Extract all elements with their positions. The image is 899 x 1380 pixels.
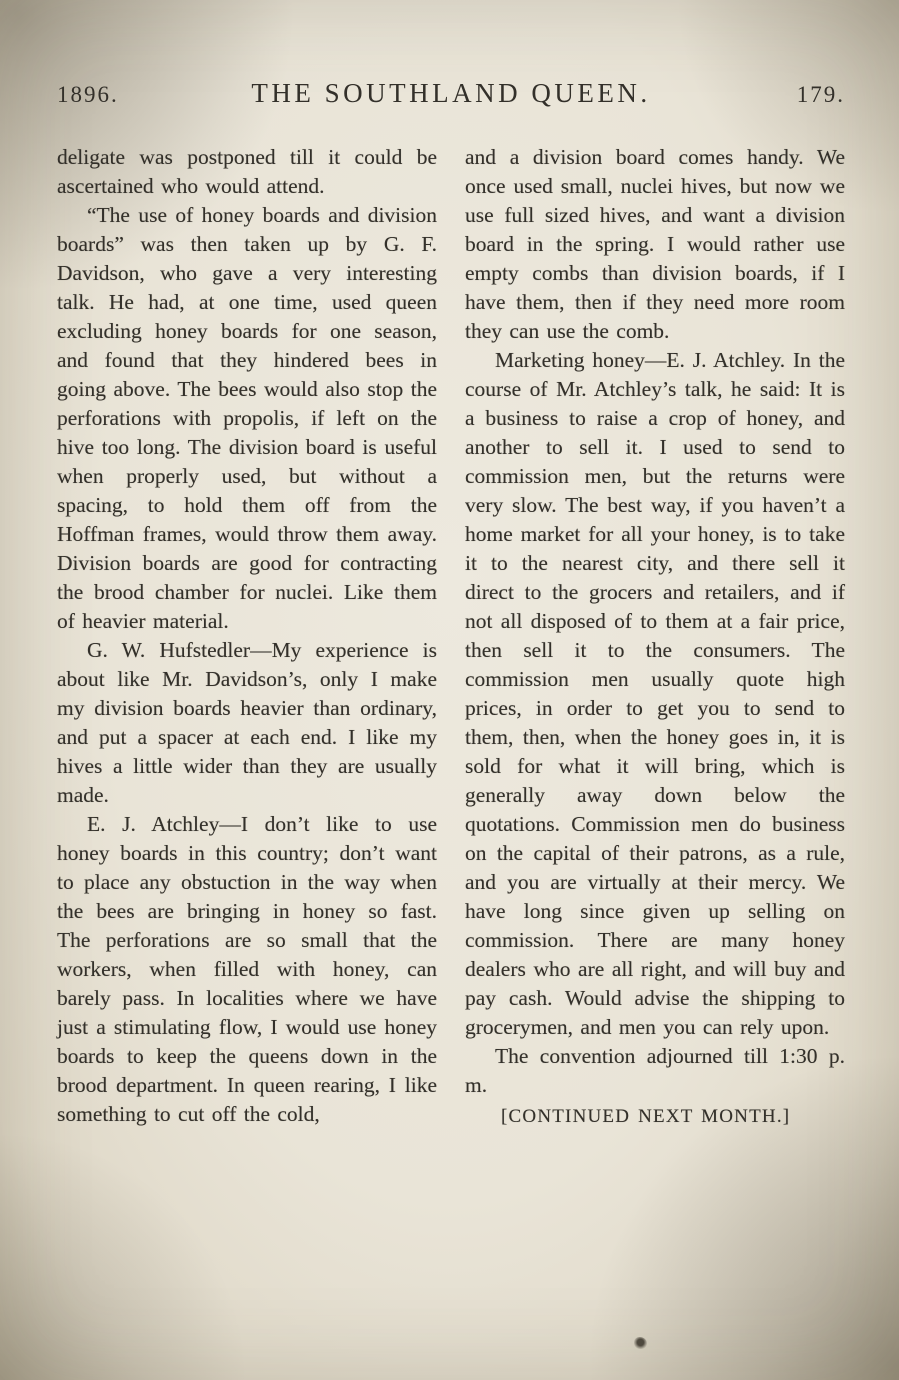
paragraph-atchley: E. J. Atchley—I don’t like to use honey boards in this country; don’t want to place any obstuction in the way when the bees are bringing in honey so fast. The perforations are so small that the workers, when filled with honey, can barely pass. In localities where we have just a stimulating flow, I would use honey boards to keep the queens down in the brood department. In queen rearing, I like something to cut off the cold, [57,812,437,1126]
right-column [465,143,845,1131]
article-body [57,143,845,1131]
paragraph-adjournment: The convention adjourned till 1:30 p. m. [465,1044,845,1097]
paragraph-continuation: and a division board comes handy. We once used small, nuclei hives, but now we use full sized hives, and want a division board in the spring. I would rather use empty combs than division boards, if I have them, then if they need more room they can use the comb. [465,145,845,343]
paragraph-hufstedler: G. W. Hufstedler—My experience is about like Mr. Davidson’s, only I make my division boards heavier than ordinary, and put a spacer at each end. I like my hives a little wider than they are usually made. [57,638,437,807]
left-column [57,143,437,1131]
continued-next-month-notice: [CONTINUED NEXT MONTH.] [501,1106,791,1127]
journal-title: THE SOUTHLAND QUEEN. [251,78,651,108]
ink-smudge [634,1337,647,1349]
paragraph-continuation: deligate was postponed till it could be ascertained who would attend. [57,145,437,198]
paragraph-honey-boards: “The use of honey boards and division boards” was then taken up by G. F. Davidson, who gave a very interesting talk. He had, at one time, used queen excluding honey boards for one season, and found that they hindered bees in going above. The bees would also stop the perforations with propolis, if left on the hive too long. The division board is useful when properly used, but without a spacing, to hold them off from the Hoffman frames, would throw them away. Division boards are good for contracting the brood chamber for nuclei. Like them of heavier material. [57,203,437,633]
page-header [57,78,845,109]
page-number: 179. [796,82,845,107]
paragraph-marketing-honey: Marketing honey—E. J. Atchley. In the course of Mr. Atchley’s talk, he said: It is a business to raise a crop of honey, and another to sell it. I used to send to commission men, but the returns were very slow. The best way, if you haven’t a home market for all your honey, is to take it to the nearest city, and there sell it direct to the grocers and retailers, and if not all disposed of to them at a fair price, then sell it to the consumers. The commission men usually quote high prices, in order to get you to send to them, then, when the honey goes in, it is sold for what it will bring, which is generally away down below the quotations. Commission men do business on the capital of their patrons, as a rule, and you are virtually at their mercy. We have long since given up selling on commission. There are many honey dealers who are all right, and will buy and pay cash. Would advise the shipping to grocerymen, and men you can rely upon. [465,348,845,1039]
year-label: 1896. [57,82,119,107]
